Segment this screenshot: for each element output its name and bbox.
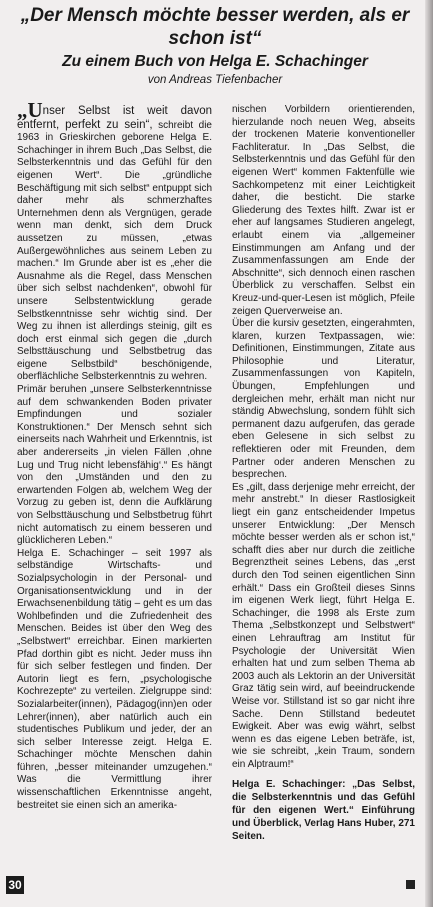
article-header [10, 4, 420, 87]
article-subtitle: Zu einem Buch von Helga E. Schachinger [62, 53, 368, 70]
paragraph-4: nischen Vorbildern orientierenden, hierzulande noch neuen Weg, abseits der trockenen Materie konventioneller Fachliteratur. In „Das Selbst, die Selbsterkenntnis und das Gefühl für den eigenen Wert“ kommen Faktenfülle wie Sachkompetenz mit einer Leichtigkeit daher, die besticht. Die starke Gliederung des Textes hilft. Zwar ist er eher auf langsames Studieren angelegt, erlaubt einem via „allgemeiner Einstimmungen am Anfang und der Zusammenfassungen am Ende der Abschnitte“, sich dennoch einen raschen Überblick zu verschaffen. Selbst ein Kreuz-und-quer-Lesen ist möglich, Pfeile zeigen Querverweise an. [232, 104, 415, 317]
article-column-left [17, 98, 212, 812]
page-edge [425, 0, 433, 907]
paragraph-3: Helga E. Schachinger – seit 1997 als selbständige Wirtschafts- und Sozialpsychologin in der Personal- und Organisationsentwicklung und in der Erwachsenenbildung tätig – geht es um das Wohlbefinden und die Zufriedenheit des Menschen. Beides ist über den Weg des „Selbstwert“ erreichbar. Einen markierten Pfad dorthin gibt es nicht. Jeder muss ihn für sich selber festlegen und finden. Der Autorin liegt es fern, „psychologische Kochrezepte“ zu verteilen. Zielgruppe sind: Sozialarbeiter(innen), Pädagog(inn)en oder Lehrer(innen), aber natürlich auch ein studentisches Publikum und jeder, der an sich selber Interesse zeigt. Helga E. Schachinger möchte Menschen dahin führen, „besser miteinander umzugehen.“ Was die Vermittlung ihrer wissenschaftlichen Erkenntnisse angeht, bestreitet sie einen sich an amerika- [17, 547, 212, 811]
lead-text: nser Selbst ist weit davon entfernt, perfekt zu sein“, [17, 105, 212, 131]
book-reference: Helga E. Schachinger: „Das Selbst, die Selbsterkenntnis und das Gefühl für den eigenen Wert.“ Einführung und Überblick, Verlag Hans Huber, 271 Seiten. [232, 779, 415, 842]
paragraph-2: Primär beruhen „unsere Selbsterkenntnisse auf dem schwankenden Boden privater Empfindungen und sozialer Konstruktionen.“ Der Mensch sehnt sich einerseits nach Wahrheit und Erkenntnis, ist aber andererseits „in vielen Fällen ‚ohne Lug und Trug nicht lebensfähig‘.“ Es hängt von den „Umständen und den zu erwartenden Folgen ab, welchem Weg der Vorzug zu geben ist, denn die Aufklärung von Selbsttäuschung und Selbstbetrug führt nicht automatisch zu einem besseren und glücklicheren Leben.“ [17, 384, 212, 547]
paragraph-1-text: schreibt die 1963 in Grieskirchen geborene Helga E. Schachinger in ihrem Buch „Das Selbst, die Selbsterkenntnis und das Gefühl für den eigenen Wert“. Die „gründliche Beschäftigung mit sich selbst“ entpuppt sich daher mehr als schmerzhaftes Unternehmen denn als Vergnügen, gerade wenn man denkt, sich dem Druck aussetzen zu müssen, „etwas Außergewöhnliches aus seinem Leben zu machen.“ Im Grunde aber ist es „eher die Ausnahme als die Regel, dass Menschen über sich selbst nachdenken“, obwohl für unsere Selbstentwicklung gerade Selbstkenntnisse sehr wichtig sind. Der Weg zu ihnen ist allerdings steinig, gilt es doch erst einmal sich gegen die „durch Selbsttäuschung und Selbstbetrug das eigene Selbstbild“ beschönigende, oberflächliche Selbsterkenntnis zu wehren. [17, 119, 212, 383]
paragraph-1 [17, 98, 212, 384]
article-title: „Der Mensch möchte besser werden, als er schon ist“ [20, 5, 410, 49]
dropcap: „U [17, 98, 43, 122]
end-of-article-mark [406, 880, 415, 889]
paragraph-6: Es „gilt, dass derjenige mehr erreicht, der mehr anstrebt.“ In dieser Rastlosigkeit liegt ein ganz entscheidender Impetus unserer Entwicklung: „Der Mensch möchte besser werden als er schon ist,“ schafft dies aber nur durch die zeitliche Begrenztheit seines Lebens, das „erst durch den Tod seinen eigentlichen Sinn erhält.“ Dass ein Großteil dieses Sinns im eigenen Werk liegt, führt Helga E. Schachinger, die 1998 als Erste zum Thema „Selbstkonzept und Selbstwert“ einen Lehrauftrag am Institut für Psychologie der Universität Wien erhalten hat und zum selben Thema ab 2003 auch als Lektorin an der Universität Graz tätig sein wird, auf beeindruckende Weise vor. Stillstand ist so gar nicht ihre Sache. Denn Stillstand bedeutet Ewigkeit. Aber was ewig währt, selbst wenn es das eigene Leben beträfe, ist, wie sie schreibt, „kein Traum, sondern ein Alptraum!“ [232, 481, 415, 770]
page-number: 30 [6, 876, 24, 894]
paragraph-5: Über die kursiv gesetzten, eingerahmten, klaren, kurzen Textpassagen, wie: Definitionen, Einstimmungen, Zitate aus Philosophie und Literatur, Zusammenfassungen von Kapiteln, Übungen, Empfehlungen und dergleichen mehr, erhält man nicht nur ständig Abwechslung, sondern fühlt sich permanent dazu aufgerufen, das gerade eben Gelesene in sich selbst zu reflektieren oder mit Freunden, dem Partner oder anderen Menschen zu besprechen. [232, 318, 415, 481]
article-byline: von Andreas Tiefenbacher [147, 74, 283, 86]
article-column-right [232, 104, 415, 843]
